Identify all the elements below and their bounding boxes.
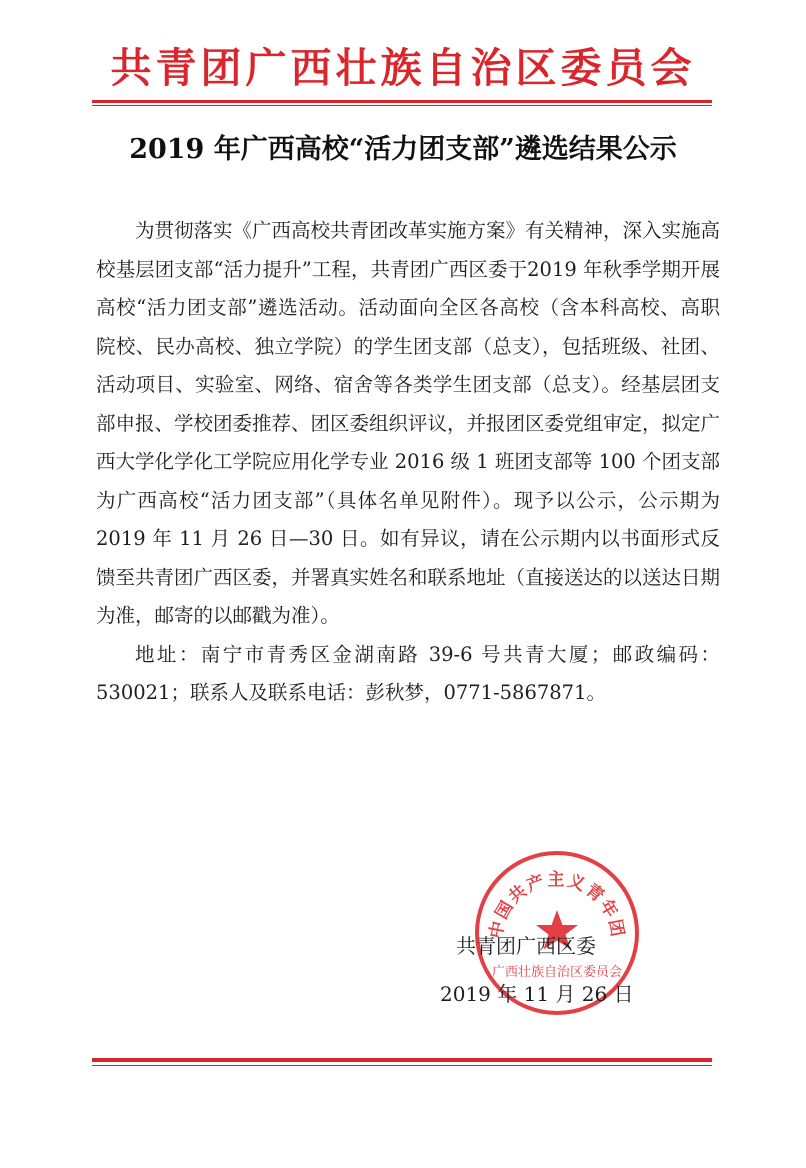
signature-block <box>440 922 660 1018</box>
document-body <box>96 212 720 713</box>
seal-outer-text: 中国共产主义青年团 <box>486 870 628 941</box>
seal-inner-text: 广西壮族自治区委员会 <box>491 965 623 980</box>
document-title: 2019 年广西高校“活力团支部”遴选结果公示 <box>129 134 677 165</box>
body-paragraph-1: 为贯彻落实《广西高校共青团改革实施方案》有关精神，深入实施高校基层团支部“活力提升”工程，共青团广西区委于2019 年秋季学期开展高校“活力团支部”遴选活动。活动面向全区各高校（含本科高校、高职院校、民办高校、独立学院）的学生团支部（总支），包括班级、社团、活动项目、实验室、网络、宿舍等各类学生团支部（总支）。经基层团支部申报、学校团委推荐、团区委组织评议，并报团区委党组审定，拟定广西大学化学化工学院应用化学专业 2016 级 1 班团支部等 100 个团支部为广西高校“活力团支部”（具体名单见附件）。现予以公示，公示期为 2019 年 11 月 26 日—30 日。如有异议，请在公示期内以书面形式反馈至共青团广西区委，并署真实姓名和联系地址（直接送达的以送达日期为准，邮寄的以邮戳为准）。 <box>96 219 721 627</box>
signature-date: 2019 年 11 月 26 日 <box>440 982 634 1006</box>
letterhead-rule-thin <box>92 105 712 106</box>
letterhead-rule-thick <box>92 100 712 103</box>
footer-rule-thick <box>92 1058 712 1062</box>
letterhead-title: 共青团广西壮族自治区委员会 <box>110 44 696 92</box>
footer-rule-thin <box>92 1065 712 1066</box>
signature-org: 共青团广西区委 <box>456 934 596 958</box>
body-paragraph-2: 地址：南宁市青秀区金湖南路 39-6 号共青大厦；邮政编码：530021；联系人及联系电话：彭秋梦，0771-5867871。 <box>96 642 720 704</box>
